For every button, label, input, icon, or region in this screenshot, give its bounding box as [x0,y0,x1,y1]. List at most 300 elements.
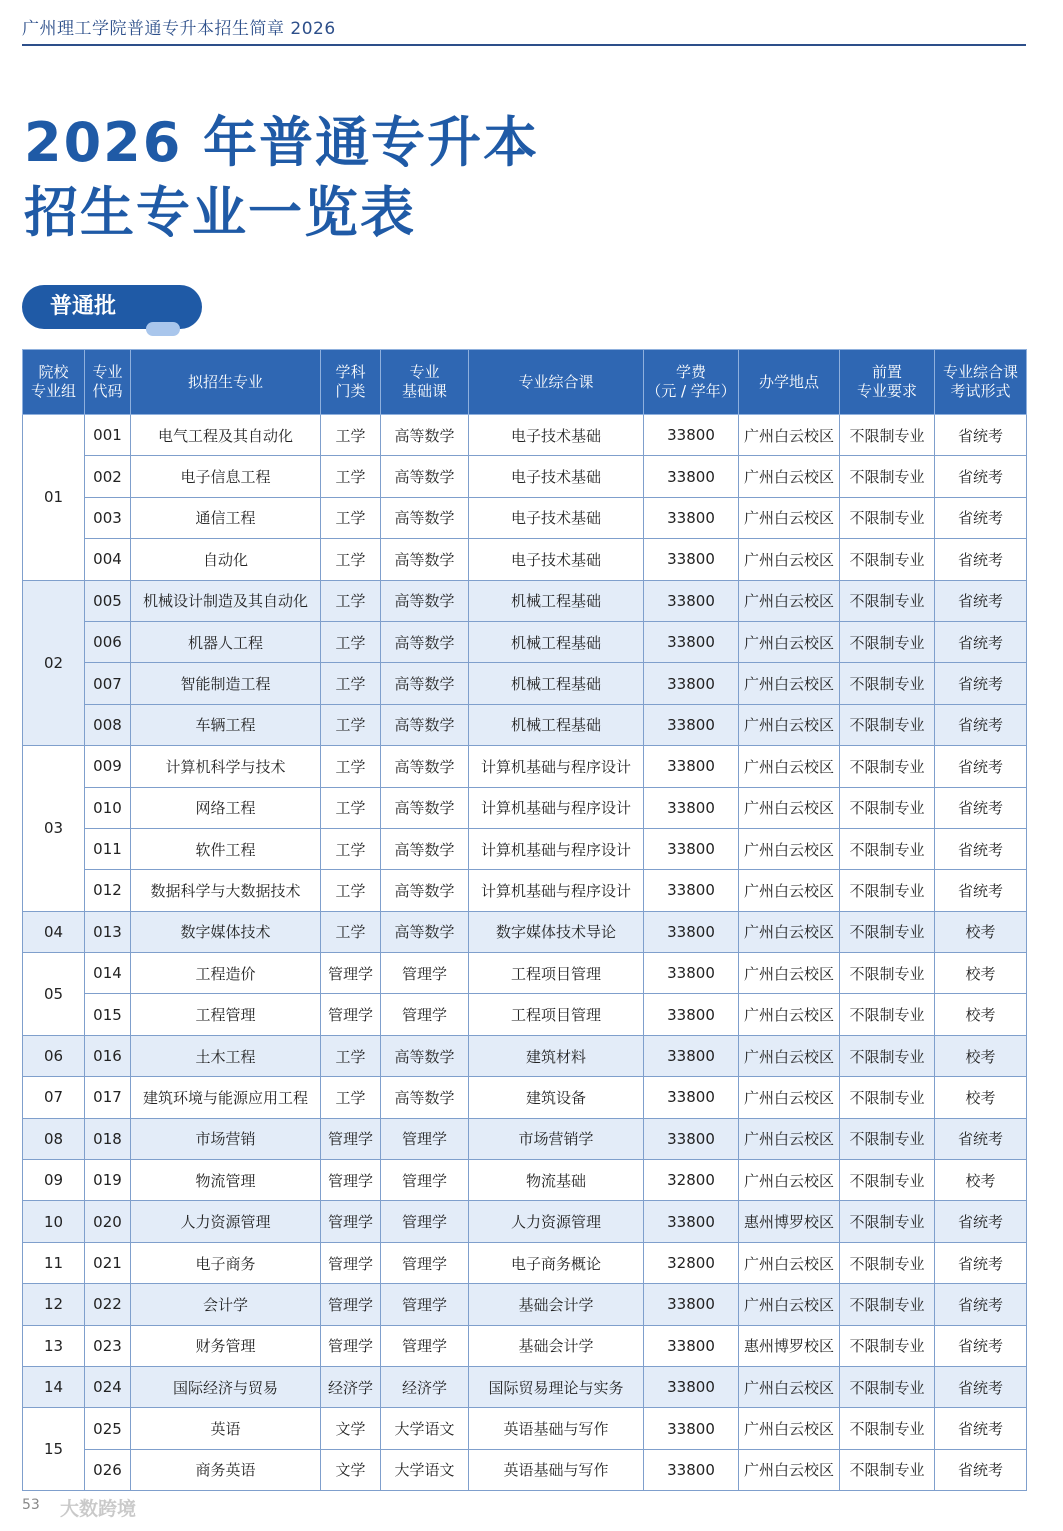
table-cell: 工学 [321,580,381,621]
table-cell: 人力资源管理 [131,1201,321,1242]
table-cell: 025 [85,1408,131,1449]
table-cell: 电子技术基础 [469,539,644,580]
table-cell: 电气工程及其自动化 [131,415,321,456]
column-header [131,350,321,415]
table-cell: 广州白云校区 [739,787,840,828]
table-cell: 数字媒体技术 [131,911,321,952]
table-cell: 电子技术基础 [469,456,644,497]
table-cell: 高等数学 [381,539,469,580]
table-cell: 不限制专业 [840,1242,935,1283]
table-cell: 33800 [644,663,739,704]
table-cell: 管理学 [321,1284,381,1325]
table-cell: 工程项目管理 [469,953,644,994]
table-cell: 省统考 [935,1366,1027,1407]
table-cell: 004 [85,539,131,580]
table-row [23,1160,1027,1201]
table-cell: 管理学 [381,1201,469,1242]
table-cell: 建筑材料 [469,1035,644,1076]
table-cell: 校考 [935,994,1027,1035]
badge-accent-decoration [146,322,180,336]
table-cell: 不限制专业 [840,456,935,497]
group-cell: 13 [23,1325,85,1366]
table-cell: 广州白云校区 [739,1160,840,1201]
table-cell: 不限制专业 [840,1408,935,1449]
table-cell: 008 [85,704,131,745]
table-cell: 校考 [935,1077,1027,1118]
table-cell: 机械设计制造及其自动化 [131,580,321,621]
table-cell: 32800 [644,1160,739,1201]
table-cell: 广州白云校区 [739,1077,840,1118]
table-cell: 广州白云校区 [739,621,840,662]
table-cell: 机器人工程 [131,621,321,662]
table-cell: 32800 [644,1242,739,1283]
table-cell: 国际贸易理论与实务 [469,1366,644,1407]
page-title [24,108,539,248]
table-cell: 广州白云校区 [739,1366,840,1407]
table-row [23,456,1027,497]
table-cell: 经济学 [321,1366,381,1407]
column-header [85,350,131,415]
table-cell: 省统考 [935,746,1027,787]
table-cell: 广州白云校区 [739,497,840,538]
page-title-line-1: 2026 年普通专升本 [24,111,540,174]
table-cell: 广州白云校区 [739,828,840,869]
column-header-line: 学费 [675,363,706,381]
table-cell: 33800 [644,870,739,911]
table-cell: 不限制专业 [840,787,935,828]
table-cell: 不限制专业 [840,415,935,456]
group-cell: 10 [23,1201,85,1242]
table-row [23,1242,1027,1283]
table-cell: 高等数学 [381,828,469,869]
table-cell: 高等数学 [381,1035,469,1076]
table-cell: 高等数学 [381,456,469,497]
group-cell: 11 [23,1242,85,1283]
table-cell: 省统考 [935,663,1027,704]
table-cell: 工学 [321,1035,381,1076]
table-cell: 003 [85,497,131,538]
table-cell: 机械工程基础 [469,621,644,662]
table-cell: 物流管理 [131,1160,321,1201]
table-cell: 广州白云校区 [739,1035,840,1076]
column-header-line: 专业 [409,363,440,381]
column-header-line: 专业要求 [856,382,917,400]
table-cell: 33800 [644,1325,739,1366]
table-cell: 工学 [321,497,381,538]
table-cell: 33800 [644,1449,739,1490]
table-cell: 不限制专业 [840,1284,935,1325]
batch-badge: 普通批 [22,285,202,329]
table-cell: 33800 [644,1201,739,1242]
table-cell: 省统考 [935,870,1027,911]
table-cell: 工学 [321,870,381,911]
group-cell: 14 [23,1366,85,1407]
table-cell: 不限制专业 [840,1325,935,1366]
table-cell: 广州白云校区 [739,1408,840,1449]
table-cell: 002 [85,456,131,497]
column-header-line: 专业 [92,363,123,381]
table-cell: 管理学 [381,953,469,994]
table-cell: 33800 [644,1035,739,1076]
table-cell: 不限制专业 [840,746,935,787]
table-cell: 广州白云校区 [739,953,840,994]
table-cell: 广州白云校区 [739,1449,840,1490]
table-cell: 省统考 [935,580,1027,621]
table-cell: 广州白云校区 [739,456,840,497]
table-row [23,1284,1027,1325]
table-cell: 数字媒体技术导论 [469,911,644,952]
table-cell: 管理学 [381,1118,469,1159]
table-cell: 省统考 [935,1408,1027,1449]
table-cell: 电子技术基础 [469,415,644,456]
column-header [644,350,739,415]
table-cell: 计算机基础与程序设计 [469,787,644,828]
table-row [23,994,1027,1035]
table-row [23,911,1027,952]
table-row [23,1035,1027,1076]
table-cell: 车辆工程 [131,704,321,745]
table-cell: 管理学 [381,1284,469,1325]
table-row [23,497,1027,538]
table-cell: 高等数学 [381,870,469,911]
table-cell: 数据科学与大数据技术 [131,870,321,911]
table-cell: 市场营销 [131,1118,321,1159]
table-cell: 基础会计学 [469,1284,644,1325]
table-cell: 工学 [321,663,381,704]
table-cell: 省统考 [935,787,1027,828]
table-row [23,953,1027,994]
table-cell: 019 [85,1160,131,1201]
table-cell: 工学 [321,621,381,662]
table-cell: 省统考 [935,1242,1027,1283]
table-cell: 省统考 [935,456,1027,497]
table-cell: 高等数学 [381,746,469,787]
table-cell: 020 [85,1201,131,1242]
group-cell: 01 [23,415,85,581]
table-cell: 不限制专业 [840,828,935,869]
table-cell: 022 [85,1284,131,1325]
group-cell: 02 [23,580,85,746]
table-cell: 广州白云校区 [739,1118,840,1159]
table-cell: 管理学 [321,1201,381,1242]
column-header [23,350,85,415]
table-cell: 026 [85,1449,131,1490]
table-cell: 工学 [321,704,381,745]
table-cell: 工学 [321,456,381,497]
table-cell: 管理学 [381,1160,469,1201]
table-cell: 广州白云校区 [739,415,840,456]
table-cell: 015 [85,994,131,1035]
table-cell: 智能制造工程 [131,663,321,704]
table-cell: 不限制专业 [840,539,935,580]
table-cell: 011 [85,828,131,869]
table-cell: 33800 [644,1408,739,1449]
table-cell: 校考 [935,1160,1027,1201]
column-header-line: 代码 [92,382,123,400]
group-cell: 05 [23,953,85,1036]
table-cell: 013 [85,911,131,952]
column-header [469,350,644,415]
table-cell: 005 [85,580,131,621]
table-cell: 工学 [321,911,381,952]
table-cell: 广州白云校区 [739,580,840,621]
table-cell: 省统考 [935,828,1027,869]
table-cell: 016 [85,1035,131,1076]
table-cell: 广州白云校区 [739,1242,840,1283]
table-cell: 工学 [321,539,381,580]
table-cell: 省统考 [935,539,1027,580]
table-row [23,1077,1027,1118]
table-cell: 计算机科学与技术 [131,746,321,787]
table-cell: 高等数学 [381,415,469,456]
table-cell: 英语基础与写作 [469,1408,644,1449]
column-header [840,350,935,415]
table-cell: 网络工程 [131,787,321,828]
table-cell: 建筑环境与能源应用工程 [131,1077,321,1118]
table-cell: 不限制专业 [840,580,935,621]
column-header-line: 门类 [335,382,366,400]
table-cell: 工程造价 [131,953,321,994]
table-cell: 007 [85,663,131,704]
table-cell: 高等数学 [381,787,469,828]
page-title-line-2: 招生专业一览表 [24,181,416,244]
table-cell: 33800 [644,746,739,787]
table-cell: 工程项目管理 [469,994,644,1035]
table-row [23,415,1027,456]
column-header-line: （元 / 学年） [646,382,736,400]
table-cell: 不限制专业 [840,911,935,952]
table-cell: 不限制专业 [840,994,935,1035]
table-cell: 不限制专业 [840,1035,935,1076]
table-cell: 33800 [644,539,739,580]
column-header [321,350,381,415]
table-cell: 校考 [935,953,1027,994]
table-cell: 省统考 [935,1449,1027,1490]
table-row [23,580,1027,621]
column-header [381,350,469,415]
table-row [23,1325,1027,1366]
table-cell: 大学语文 [381,1408,469,1449]
table-cell: 物流基础 [469,1160,644,1201]
table-cell: 广州白云校区 [739,994,840,1035]
table-cell: 高等数学 [381,911,469,952]
table-cell: 021 [85,1242,131,1283]
table-cell: 不限制专业 [840,1118,935,1159]
table-cell: 校考 [935,911,1027,952]
table-row [23,787,1027,828]
column-header-line: 考试形式 [950,382,1011,400]
group-cell: 12 [23,1284,85,1325]
table-cell: 广州白云校区 [739,1284,840,1325]
table-cell: 广州白云校区 [739,911,840,952]
table-cell: 自动化 [131,539,321,580]
column-header-line: 院校 [38,363,69,381]
table-cell: 校考 [935,1035,1027,1076]
table-cell: 英语基础与写作 [469,1449,644,1490]
table-cell: 工学 [321,746,381,787]
table-cell: 电子商务概论 [469,1242,644,1283]
table-cell: 文学 [321,1449,381,1490]
running-header: 广州理工学院普通专升本招生简章 2026 [22,14,1026,46]
table-cell: 通信工程 [131,497,321,538]
page-number: 53 [22,1497,40,1513]
table-cell: 33800 [644,1284,739,1325]
table-cell: 不限制专业 [840,704,935,745]
table-cell: 工学 [321,415,381,456]
table-cell: 广州白云校区 [739,746,840,787]
table-cell: 机械工程基础 [469,704,644,745]
table-cell: 土木工程 [131,1035,321,1076]
table-cell: 电子信息工程 [131,456,321,497]
table-cell: 商务英语 [131,1449,321,1490]
group-cell: 08 [23,1118,85,1159]
table-cell: 人力资源管理 [469,1201,644,1242]
table-cell: 33800 [644,828,739,869]
table-cell: 33800 [644,787,739,828]
table-cell: 省统考 [935,1118,1027,1159]
group-cell: 06 [23,1035,85,1076]
table-cell: 006 [85,621,131,662]
table-cell: 国际经济与贸易 [131,1366,321,1407]
table-cell: 管理学 [321,1160,381,1201]
column-header-line: 前置 [871,363,902,381]
column-header-line: 专业综合课 [942,363,1018,381]
table-cell: 不限制专业 [840,1077,935,1118]
table-cell: 广州白云校区 [739,663,840,704]
column-header-line: 办学地点 [758,372,819,391]
table-cell: 018 [85,1118,131,1159]
table-cell: 33800 [644,994,739,1035]
table-cell: 33800 [644,911,739,952]
table-cell: 计算机基础与程序设计 [469,828,644,869]
group-cell: 15 [23,1408,85,1491]
table-cell: 惠州博罗校区 [739,1325,840,1366]
table-cell: 高等数学 [381,621,469,662]
table-cell: 高等数学 [381,704,469,745]
table-cell: 高等数学 [381,1077,469,1118]
table-cell: 管理学 [321,1325,381,1366]
table-cell: 市场营销学 [469,1118,644,1159]
table-cell: 001 [85,415,131,456]
table-cell: 不限制专业 [840,953,935,994]
table-row [23,539,1027,580]
table-cell: 33800 [644,953,739,994]
table-cell: 大学语文 [381,1449,469,1490]
table-cell: 软件工程 [131,828,321,869]
table-cell: 管理学 [381,994,469,1035]
table-cell: 工学 [321,787,381,828]
table-row [23,1366,1027,1407]
table-cell: 广州白云校区 [739,704,840,745]
table-header-row [23,350,1027,415]
table-cell: 管理学 [381,1325,469,1366]
table-cell: 024 [85,1366,131,1407]
table-cell: 33800 [644,497,739,538]
table-cell: 省统考 [935,704,1027,745]
admission-table [22,349,1027,1491]
table-cell: 工学 [321,828,381,869]
table-cell: 不限制专业 [840,1449,935,1490]
table-cell: 建筑设备 [469,1077,644,1118]
table-body [23,415,1027,1491]
table-cell: 惠州博罗校区 [739,1201,840,1242]
table-cell: 009 [85,746,131,787]
group-cell: 07 [23,1077,85,1118]
table-cell: 工学 [321,1077,381,1118]
table-cell: 33800 [644,1366,739,1407]
table-cell: 管理学 [321,1242,381,1283]
table-cell: 省统考 [935,415,1027,456]
table-row [23,1449,1027,1490]
group-cell: 03 [23,746,85,912]
table-row [23,1408,1027,1449]
table-cell: 不限制专业 [840,663,935,704]
table-cell: 机械工程基础 [469,663,644,704]
table-cell: 不限制专业 [840,1366,935,1407]
table-cell: 33800 [644,580,739,621]
table-row [23,704,1027,745]
table-cell: 机械工程基础 [469,580,644,621]
table-cell: 不限制专业 [840,621,935,662]
table-cell: 33800 [644,1118,739,1159]
table-cell: 023 [85,1325,131,1366]
table-cell: 不限制专业 [840,1201,935,1242]
table-cell: 省统考 [935,1325,1027,1366]
table-cell: 不限制专业 [840,870,935,911]
table-row [23,746,1027,787]
table-cell: 会计学 [131,1284,321,1325]
table-cell: 不限制专业 [840,1160,935,1201]
column-header-line: 专业组 [30,382,76,400]
column-header-line: 基础课 [401,382,447,400]
table-cell: 经济学 [381,1366,469,1407]
table-cell: 省统考 [935,621,1027,662]
table-cell: 高等数学 [381,497,469,538]
table-cell: 工程管理 [131,994,321,1035]
table-row [23,1118,1027,1159]
column-header-line: 拟招生专业 [187,372,263,391]
table-cell: 高等数学 [381,663,469,704]
table-cell: 管理学 [381,1242,469,1283]
table-cell: 33800 [644,621,739,662]
table-cell: 管理学 [321,1118,381,1159]
table-row [23,1201,1027,1242]
table-cell: 33800 [644,456,739,497]
table-cell: 基础会计学 [469,1325,644,1366]
table-cell: 33800 [644,1077,739,1118]
table-cell: 高等数学 [381,580,469,621]
table-cell: 省统考 [935,1201,1027,1242]
table-cell: 计算机基础与程序设计 [469,746,644,787]
table-cell: 广州白云校区 [739,539,840,580]
watermark-text: 大数跨境 [60,1498,137,1520]
column-header-line: 学科 [335,363,366,381]
column-header [935,350,1027,415]
table-cell: 管理学 [321,994,381,1035]
table-cell: 电子商务 [131,1242,321,1283]
table-row [23,621,1027,662]
group-cell: 09 [23,1160,85,1201]
table-cell: 不限制专业 [840,497,935,538]
table-cell: 012 [85,870,131,911]
table-row [23,870,1027,911]
table-row [23,828,1027,869]
table-cell: 014 [85,953,131,994]
table-cell: 010 [85,787,131,828]
table-cell: 33800 [644,415,739,456]
table-cell: 计算机基础与程序设计 [469,870,644,911]
table-row [23,663,1027,704]
